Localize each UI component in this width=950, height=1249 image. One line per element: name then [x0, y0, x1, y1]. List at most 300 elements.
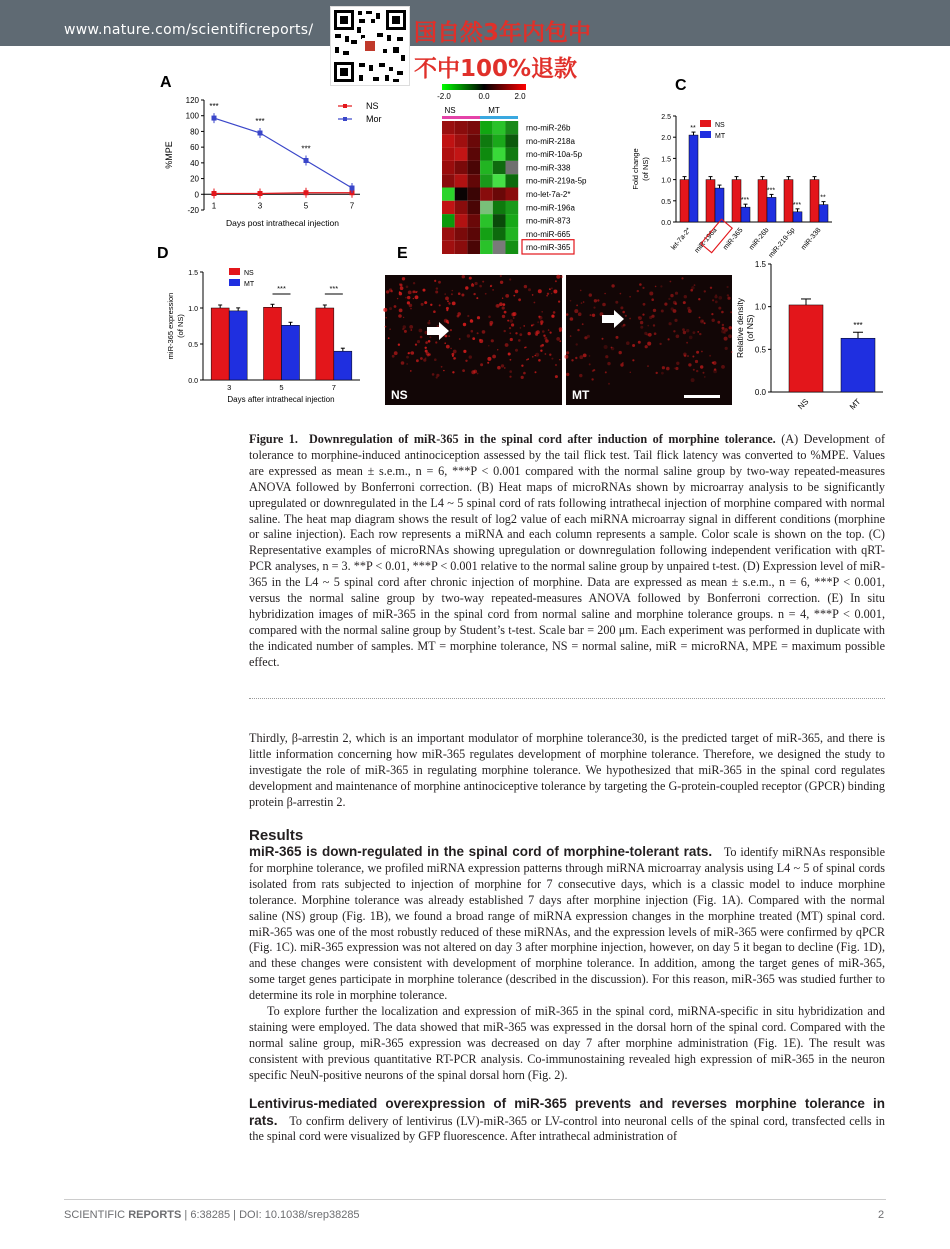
signal-speck	[488, 316, 491, 319]
y-tick-label: 40	[190, 158, 199, 168]
y-tick-label: 80	[190, 127, 199, 137]
heatmap-cell	[455, 188, 468, 201]
signal-speck	[715, 301, 718, 304]
signal-speck	[699, 333, 701, 335]
bar-MT	[282, 325, 300, 380]
signal-speck	[502, 298, 503, 299]
signal-speck	[425, 347, 427, 349]
signal-speck	[583, 301, 585, 303]
signal-speck	[477, 316, 480, 319]
signal-speck	[463, 350, 466, 353]
y-axis-label: Fold change	[631, 148, 640, 190]
data-point-Mor	[258, 131, 263, 136]
signal-speck	[570, 317, 574, 321]
signal-speck	[509, 376, 511, 378]
signal-speck	[399, 309, 403, 313]
signal-speck	[648, 333, 652, 337]
signal-speck	[487, 362, 489, 364]
signal-speck	[670, 281, 672, 283]
signal-speck	[592, 370, 594, 372]
signal-speck	[535, 353, 539, 357]
heatmap-cell	[455, 241, 468, 254]
signal-speck	[391, 290, 393, 292]
signal-speck	[611, 284, 614, 287]
in-situ-image-ns	[385, 275, 562, 405]
signal-speck	[490, 323, 493, 326]
panel-letter-a: A	[160, 74, 172, 91]
signal-speck	[727, 286, 729, 288]
signal-speck	[472, 337, 475, 340]
signal-speck	[589, 355, 591, 357]
signal-speck	[696, 370, 698, 372]
heatmap-cell	[480, 227, 493, 240]
signal-speck	[490, 285, 492, 287]
signal-speck	[725, 347, 728, 350]
signal-speck	[589, 293, 592, 296]
signal-speck	[676, 362, 679, 365]
heatmap-cell	[467, 121, 480, 134]
heatmap-cell	[467, 188, 480, 201]
signal-speck	[444, 293, 446, 295]
heatmap-cell	[493, 174, 506, 187]
signal-speck	[602, 338, 604, 340]
signal-speck	[545, 353, 547, 355]
signal-speck	[485, 293, 487, 295]
panel-letter-e: E	[397, 245, 408, 262]
row-label: rno-miR-26b	[526, 123, 571, 133]
x-tick-label: 7	[349, 201, 355, 211]
signal-speck	[434, 358, 437, 361]
legend-swatch	[700, 120, 711, 127]
signal-speck	[450, 329, 452, 331]
signal-speck	[505, 294, 509, 298]
signal-speck	[479, 339, 483, 343]
signal-speck	[451, 293, 453, 295]
signal-speck	[717, 321, 720, 324]
signal-speck	[432, 373, 435, 376]
signal-speck	[452, 302, 456, 306]
x-axis-label: Days after intrathecal injection	[227, 395, 335, 404]
caption-label: Figure 1.	[249, 432, 298, 446]
signal-speck	[392, 355, 395, 358]
signal-speck	[521, 376, 524, 379]
signal-speck	[669, 322, 672, 325]
legend-label: MT	[244, 281, 255, 288]
signal-speck	[694, 284, 696, 286]
signal-speck	[643, 303, 646, 306]
signal-speck	[605, 371, 607, 373]
signal-speck	[448, 335, 450, 337]
bar-MT	[715, 188, 724, 222]
signal-speck	[515, 332, 517, 334]
y-tick-label: 1.5	[188, 270, 198, 277]
signal-speck	[621, 325, 624, 328]
signal-speck	[447, 322, 449, 324]
intro-paragraph	[249, 731, 885, 811]
panel-c-bar-chart	[632, 106, 842, 258]
signal-speck	[462, 275, 465, 278]
signal-speck	[719, 296, 723, 300]
row-label: rno-miR-196a	[526, 203, 575, 213]
signal-speck	[724, 337, 728, 341]
signal-speck	[729, 326, 732, 329]
signal-speck	[406, 286, 409, 289]
significance-label: ***	[766, 187, 776, 195]
signal-speck	[668, 338, 670, 340]
caption-title: Downregulation of miR-365 in the spinal cord after induction of morphine tolerance.	[308, 432, 776, 446]
data-point-Mor	[212, 116, 217, 121]
signal-speck	[645, 345, 648, 348]
signal-speck	[541, 344, 544, 347]
signal-speck	[712, 362, 714, 364]
signal-speck	[651, 315, 654, 318]
signal-speck	[701, 351, 703, 353]
signal-speck	[410, 370, 412, 372]
signal-speck	[471, 330, 474, 333]
signal-speck	[532, 356, 534, 358]
heatmap-cell	[455, 148, 468, 161]
signal-speck	[473, 370, 477, 374]
journal-name-plain: SCIENTIFIC	[64, 1209, 126, 1221]
signal-speck	[710, 287, 712, 289]
signal-speck	[675, 367, 678, 370]
bar-MT	[229, 311, 247, 380]
signal-speck	[684, 295, 687, 298]
signal-speck	[482, 330, 486, 334]
signal-speck	[550, 332, 552, 334]
signal-speck	[688, 363, 691, 366]
significance-label: **	[690, 125, 696, 133]
signal-speck	[581, 302, 583, 304]
signal-speck	[454, 357, 456, 359]
signal-speck	[703, 372, 705, 374]
signal-speck	[473, 293, 475, 295]
signal-speck	[423, 359, 426, 362]
signal-speck	[640, 321, 643, 324]
signal-speck	[415, 344, 417, 346]
signal-speck	[511, 323, 514, 326]
signal-speck	[477, 332, 479, 334]
heatmap-cell	[493, 201, 506, 214]
signal-speck	[479, 285, 482, 288]
signal-speck	[615, 301, 618, 304]
signal-speck	[439, 304, 441, 306]
signal-speck	[427, 354, 430, 357]
signal-speck	[656, 372, 658, 374]
signal-speck	[399, 291, 401, 293]
signal-speck	[543, 335, 545, 337]
signal-speck	[497, 366, 501, 370]
significance-label: ***	[740, 197, 750, 205]
signal-speck	[406, 356, 409, 359]
significance-label: ***	[277, 284, 286, 293]
signal-speck	[664, 303, 667, 306]
heatmap-cell	[467, 201, 480, 214]
data-point-NS	[212, 191, 217, 196]
data-point-Mor	[304, 158, 309, 163]
signal-speck	[416, 359, 419, 362]
signal-speck	[660, 285, 662, 287]
y-tick-label: 1.0	[754, 302, 766, 312]
signal-speck	[518, 339, 521, 342]
x-tick-label: 3	[227, 383, 232, 392]
signal-speck	[511, 313, 515, 317]
group-bar-mt	[480, 116, 518, 119]
signal-speck	[602, 303, 606, 307]
signal-speck	[622, 311, 625, 314]
panel-a-line-chart	[160, 92, 400, 230]
signal-speck	[419, 329, 423, 333]
signal-speck	[619, 351, 622, 354]
signal-speck	[537, 321, 539, 323]
signal-speck	[691, 286, 694, 289]
row-label: rno-miR-219a-5p	[526, 176, 587, 186]
scale-label: 0.0	[478, 92, 490, 101]
heatmap-cell	[493, 148, 506, 161]
signal-speck	[553, 311, 556, 314]
signal-speck	[447, 300, 449, 302]
signal-speck	[535, 371, 537, 373]
signal-speck	[425, 341, 428, 344]
signal-speck	[430, 304, 432, 306]
signal-speck	[571, 359, 573, 361]
bar-MT	[767, 197, 776, 222]
signal-speck	[566, 373, 569, 376]
signal-speck	[564, 355, 568, 359]
signal-speck	[577, 329, 579, 331]
signal-speck	[662, 366, 665, 369]
heatmap-cell	[442, 134, 455, 147]
signal-speck	[555, 364, 557, 366]
heatmap-cell	[480, 188, 493, 201]
heatmap-cell	[506, 134, 519, 147]
signal-speck	[411, 351, 415, 355]
bar-MT	[819, 205, 828, 222]
signal-speck	[594, 299, 597, 302]
signal-speck	[589, 363, 591, 365]
legend-swatch	[229, 279, 240, 286]
signal-speck	[711, 313, 713, 315]
signal-speck	[559, 340, 561, 342]
heatmap-cell	[442, 188, 455, 201]
signal-speck	[407, 296, 410, 299]
footer-divider	[64, 1199, 886, 1200]
signal-speck	[605, 355, 608, 358]
signal-speck	[604, 293, 606, 295]
signal-speck	[499, 302, 503, 306]
signal-speck	[469, 277, 472, 280]
signal-speck	[491, 339, 494, 342]
signal-speck	[574, 309, 578, 313]
bar-MT	[793, 212, 802, 222]
signal-speck	[593, 307, 595, 309]
signal-speck	[704, 322, 706, 324]
signal-speck	[388, 337, 390, 339]
heatmap-cell	[480, 134, 493, 147]
promo-line-1: 国自然3年内包中	[414, 20, 592, 46]
signal-speck	[684, 355, 687, 358]
legend-label: NS	[715, 122, 725, 129]
signal-speck	[434, 280, 436, 282]
paragraph-mir365-down: To identify miRNAs responsible for morphine tolerance, we profiled miRNA expression patterns through miRNA microarray analysis using L4 ~ 5 of spinal cords isolated from rats subjected to injection of morphine for 7 consecutive days, which is a classic model to induce morphine tolerance. Morphine tolerance was already established 7 days after morphine injection (Fig. 1A). Compared with the normal saline (NS) group (Fig. 1B), we found a broad range of miRNA expression changes in the morphine treated (MT) spinal cord. miR-365 was one of the most robustly reduced of these miRNAs, and the expression levels of miR-365 were confirmed by qPCR (Fig. 1C). miR-365 expression was not altered on day 3 after morphine injection, however, on day 5 it began to decline (Fig. 1D), and these changes were consistent with development of morphine tolerance. In addition, among the target genes of miR-365, some target genes participate in morphine tolerance (described in the discussion). For this reason, miR-365 was studied further to determine its role in morphine tolerance.	[249, 845, 886, 1003]
signal-speck	[607, 362, 610, 365]
row-label: rno-let-7a-2*	[526, 190, 571, 199]
y-tick-label: 2.0	[661, 135, 671, 143]
row-label: rno-miR-665	[526, 229, 571, 239]
legend-label: NS	[366, 101, 379, 111]
signal-speck	[446, 307, 449, 310]
signal-speck	[590, 314, 592, 316]
signal-speck	[629, 296, 631, 298]
signal-speck	[556, 275, 560, 279]
signal-speck	[538, 316, 540, 318]
caption-text: (A) Development of tolerance to morphine-induced antinociception assessed by the tail flick test. Tail flick latency was converted to %MPE. Values are expressed as mean ± s.e.m., n = 6, ***P < 0.001 compared with the normal saline group by two-way repeated-measures ANOVA followed by Bonferroni correction. (B) Heat maps of microRNAs shown by microarray analysis to be significantly upregulated or downregulated in the L4 ~ 5 spinal cord of rats following intrathecal injection of morphine compared with normal saline. The heat map diagram shows the result of log2 value of each miRNA microarray signal in different conditions (morphine or saline injection). Each row represents a miRNA and each column represents a sample. Color scale is shown on the top. (C) Representative examples of microRNAs showing upregulation or downregulation following independent verification with qRT-PCR analyses, n = 3. **P < 0.01, ***P < 0.001 relative to the normal saline group by unpaired t-test. (D) Expression level of miR-365 in the L4 ~ 5 spinal cord after chronic injection of morphine. Data are expressed as mean ± s.e.m., n = 6, ***P < 0.001, versus the normal saline group by two-way repeated-measures ANOVA followed by Bonferroni correction. (E) In situ hybridization images of miR-365 in the spinal cord from normal saline and morphine tolerance groups. n = 4, ***P < 0.001, compared with the normal saline group by Student’s t-test. Scale bar = 200 μm. Each experiment was performed in duplicate with the indicated number of samples. MT = morphine tolerance, NS = normal saline, miR = microRNA, MPE = maximum possible effect.	[249, 432, 885, 669]
signal-speck	[653, 309, 656, 312]
signal-speck	[435, 291, 438, 294]
signal-speck	[625, 315, 627, 317]
signal-speck	[471, 284, 474, 287]
signal-speck	[397, 298, 398, 299]
signal-speck	[469, 355, 472, 358]
signal-speck	[470, 319, 473, 322]
bar-MT	[689, 135, 698, 222]
signal-speck	[463, 323, 466, 326]
x-tick-label: 5	[303, 201, 309, 211]
y-tick-label: 2.5	[661, 114, 671, 121]
signal-speck	[504, 330, 506, 332]
signal-speck	[647, 365, 649, 367]
signal-speck	[570, 300, 572, 302]
signal-speck	[482, 281, 484, 283]
signal-speck	[429, 336, 431, 338]
paragraph-lentivirus: To confirm delivery of lentivirus (LV)-miR-365 or LV-control into neuronal cells of the spinal cord, transfected cells in the spinal cord were visualized by GFP fluorescence. After intrathecal administration of	[249, 1113, 885, 1144]
signal-speck	[674, 368, 676, 370]
arrow-icon	[602, 310, 624, 328]
heatmap-cell	[480, 148, 493, 161]
signal-speck	[424, 301, 427, 304]
signal-speck	[692, 356, 694, 358]
signal-speck	[427, 322, 430, 325]
y-axis-label: (of NS)	[176, 314, 185, 338]
signal-speck	[413, 298, 414, 299]
heatmap-cell	[506, 201, 519, 214]
signal-speck	[540, 320, 543, 323]
signal-speck	[488, 345, 489, 346]
signal-speck	[712, 299, 714, 301]
x-tick-label: NS	[796, 397, 811, 412]
y-tick-label: 0.0	[754, 388, 766, 397]
signal-speck	[655, 286, 657, 288]
signal-speck	[575, 357, 577, 359]
signal-speck	[523, 325, 525, 327]
legend-swatch	[700, 131, 711, 138]
signal-speck	[712, 319, 715, 322]
signal-speck	[398, 344, 400, 346]
x-tick-label: 7	[331, 383, 336, 392]
signal-speck	[452, 355, 454, 357]
signal-speck	[410, 308, 412, 310]
heatmap-cell	[442, 121, 455, 134]
signal-speck	[504, 367, 505, 368]
signal-speck	[450, 348, 452, 350]
signal-speck	[668, 298, 670, 300]
signal-speck	[579, 374, 582, 377]
signal-speck	[528, 332, 531, 335]
data-point-NS	[304, 190, 309, 195]
y-axis-label: (of NS)	[641, 157, 650, 181]
signal-speck	[654, 332, 657, 335]
signal-speck	[412, 291, 415, 294]
y-tick-label: 100	[185, 111, 199, 121]
signal-speck	[556, 337, 560, 341]
signal-speck	[566, 313, 569, 316]
heatmap-cell	[493, 227, 506, 240]
signal-speck	[576, 305, 578, 307]
results-heading: Results	[249, 827, 304, 844]
x-tick-label: 1	[211, 201, 217, 211]
signal-speck	[435, 341, 437, 343]
legend-marker	[343, 117, 347, 121]
signal-speck	[559, 359, 560, 360]
signal-speck	[503, 303, 506, 306]
signal-speck	[583, 354, 587, 358]
bar-NS	[211, 308, 229, 380]
signal-speck	[446, 345, 450, 349]
signal-speck	[687, 307, 690, 310]
signal-speck	[500, 275, 502, 277]
signal-speck	[687, 355, 689, 357]
signal-speck	[513, 295, 515, 297]
heatmap-cell	[442, 201, 455, 214]
x-axis-label: Days post intrathecal injection	[226, 218, 339, 228]
signal-speck	[524, 285, 527, 288]
signal-speck	[587, 335, 590, 338]
signal-speck	[534, 302, 536, 304]
journal-url[interactable]: www.nature.com/scientificreports/	[64, 22, 314, 38]
y-tick-label: -20	[187, 206, 199, 215]
heatmap-cell	[442, 174, 455, 187]
y-tick-label: 1.0	[661, 177, 671, 185]
scale-bar	[684, 395, 720, 398]
heatmap-cell	[480, 121, 493, 134]
figure-caption	[249, 432, 885, 671]
panel-letter-d: D	[157, 245, 169, 262]
signal-speck	[467, 334, 470, 337]
heatmap-cell	[442, 241, 455, 254]
signal-speck	[620, 293, 622, 295]
heatmap-cell	[506, 121, 519, 134]
signal-speck	[509, 319, 513, 323]
signal-speck	[531, 325, 533, 327]
bar-MT	[841, 338, 875, 392]
row-label: rno-miR-338	[526, 163, 571, 173]
heatmap-cell	[506, 188, 519, 201]
bar-MT	[334, 351, 352, 380]
signal-speck	[597, 299, 599, 301]
signal-speck	[502, 306, 505, 309]
y-axis-label: miR-365 expression	[166, 292, 175, 360]
signal-speck	[576, 343, 578, 345]
signal-speck	[436, 376, 438, 378]
signal-speck	[560, 275, 563, 278]
signal-speck	[406, 363, 407, 364]
heatmap-cell	[442, 148, 455, 161]
signal-speck	[702, 321, 703, 322]
heatmap-cell	[506, 241, 519, 254]
image-label-mt: MT	[572, 388, 590, 402]
signal-speck	[551, 358, 553, 360]
signal-speck	[400, 286, 404, 290]
